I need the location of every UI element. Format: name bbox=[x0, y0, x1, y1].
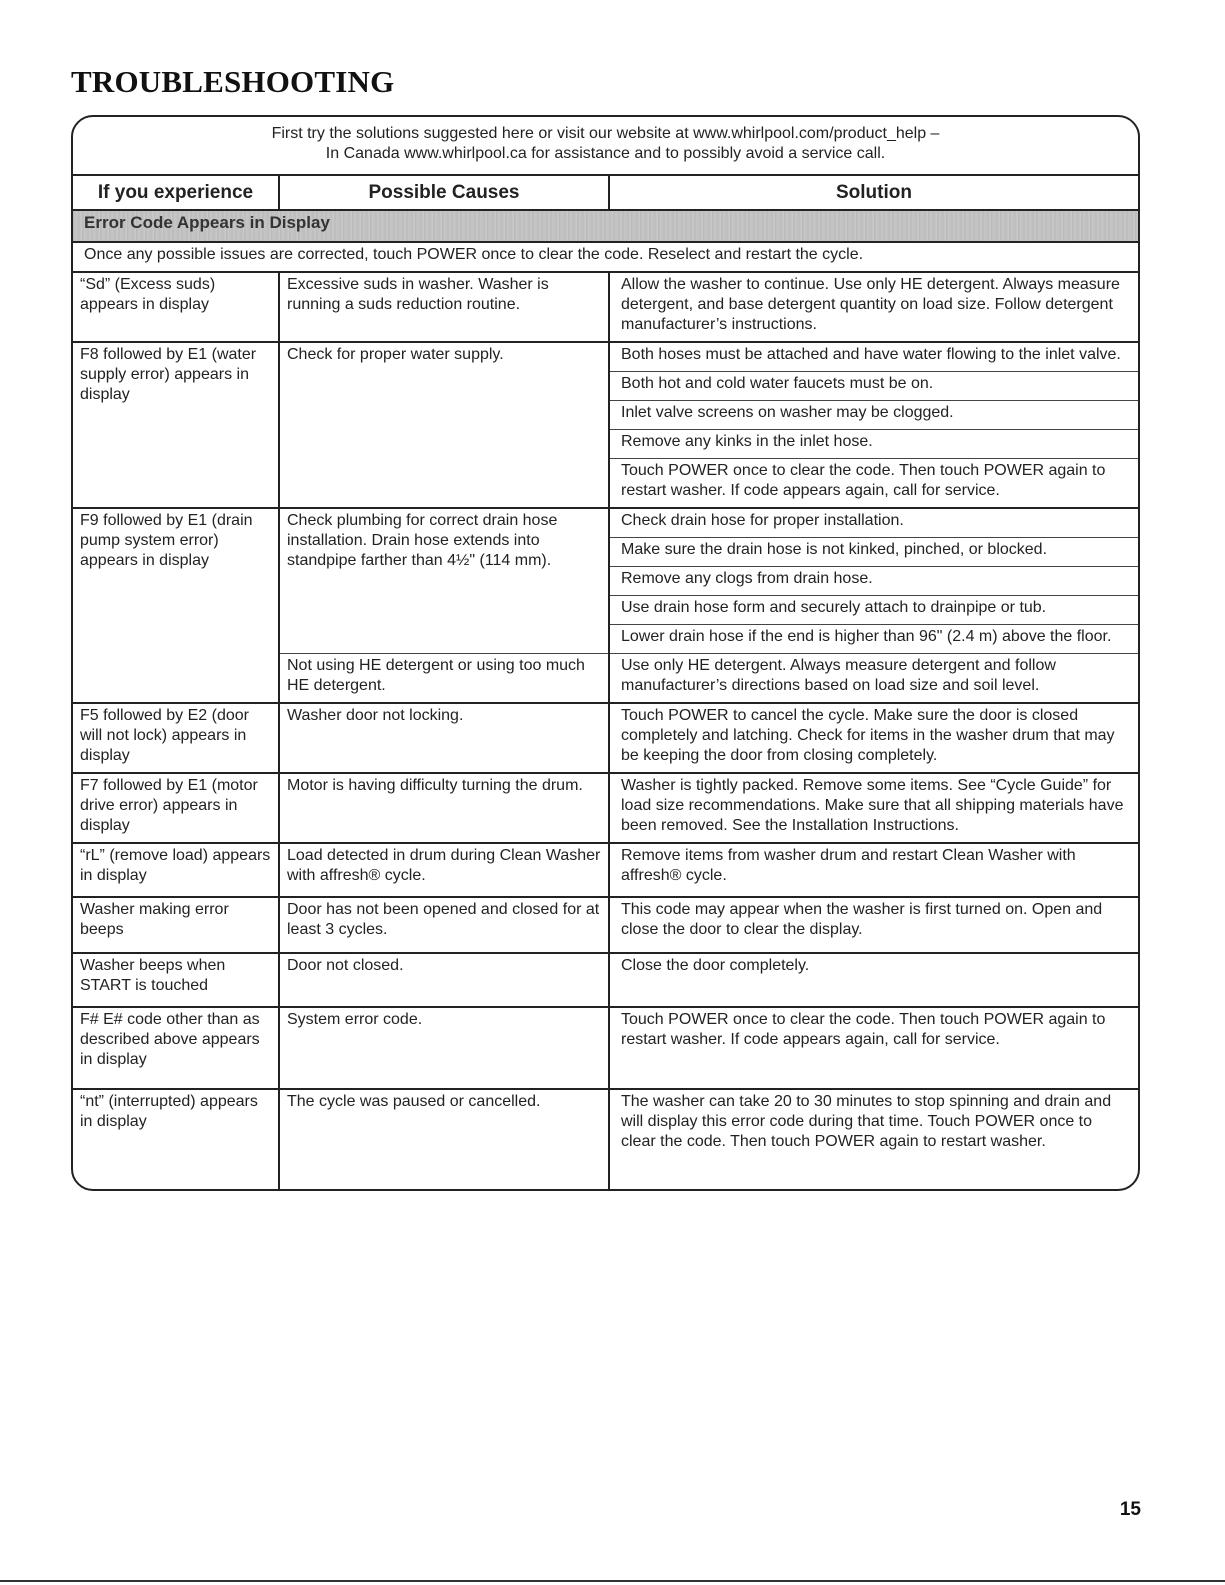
cause-cell: Door has not been opened and closed for at least 3 cycles. bbox=[279, 897, 609, 953]
cause-cell: System error code. bbox=[279, 1007, 609, 1089]
solution-cell: Inlet valve screens on washer may be clogged. bbox=[609, 401, 1138, 430]
section-note: Once any possible issues are corrected, touch POWER once to clear the code. Reselect and restart the cycle. bbox=[73, 242, 1138, 272]
table-row bbox=[73, 1089, 1138, 1189]
cause-cell: Excessive suds in washer. Washer is running a suds reduction routine. bbox=[279, 272, 609, 342]
experience-cell: Washer making error beeps bbox=[73, 897, 279, 953]
cause-cell: Check for proper water supply. bbox=[279, 342, 609, 508]
solution-cell: Remove any kinks in the inlet hose. bbox=[609, 430, 1138, 459]
cause-cell: Not using HE detergent or using too much HE detergent. bbox=[279, 654, 609, 704]
solution-cell: Touch POWER once to clear the code. Then touch POWER again to restart washer. If code appears again, call for service. bbox=[609, 1007, 1138, 1089]
solution-cell: Use only HE detergent. Always measure detergent and follow manufacturer’s directions based on load size and soil level. bbox=[609, 654, 1138, 704]
solution-cell: Lower drain hose if the end is higher than 96" (2.4 m) above the floor. bbox=[609, 625, 1138, 654]
solution-cell: Touch POWER to cancel the cycle. Make sure the door is closed completely and latching. Check for items in the washer drum that may be keeping the door from closing completely. bbox=[609, 703, 1138, 773]
troubleshooting-frame bbox=[71, 115, 1140, 1191]
cause-cell: Washer door not locking. bbox=[279, 703, 609, 773]
solution-cell: Check drain hose for proper installation. bbox=[609, 508, 1138, 538]
header-experience: If you experience bbox=[73, 175, 279, 210]
table-row bbox=[73, 1007, 1138, 1089]
experience-cell: F# E# code other than as described above appears in display bbox=[73, 1007, 279, 1089]
cause-cell: Door not closed. bbox=[279, 953, 609, 1007]
table-header-row bbox=[73, 175, 1138, 210]
solution-cell: Remove items from washer drum and restart Clean Washer with affresh® cycle. bbox=[609, 843, 1138, 897]
solution-cell: Both hoses must be attached and have water flowing to the inlet valve. bbox=[609, 342, 1138, 372]
cause-cell: The cycle was paused or cancelled. bbox=[279, 1089, 609, 1189]
table-row bbox=[73, 843, 1138, 897]
experience-cell: “nt” (interrupted) appears in display bbox=[73, 1089, 279, 1189]
section-title: Error Code Appears in Display bbox=[73, 210, 1138, 242]
table-row bbox=[73, 508, 1138, 538]
page-number: 15 bbox=[1119, 1499, 1141, 1520]
table-row bbox=[73, 703, 1138, 773]
solution-cell: Remove any clogs from drain hose. bbox=[609, 567, 1138, 596]
intro-line-1: First try the solutions suggested here or visit our website at www.whirlpool.com/product_help – bbox=[271, 125, 940, 142]
solution-cell: Use drain hose form and securely attach to drainpipe or tub. bbox=[609, 596, 1138, 625]
section-note-row bbox=[73, 242, 1138, 272]
experience-cell: F8 followed by E1 (water supply error) appears in display bbox=[73, 342, 279, 508]
solution-cell: Both hot and cold water faucets must be on. bbox=[609, 372, 1138, 401]
table-row bbox=[73, 773, 1138, 843]
section-band bbox=[73, 210, 1138, 242]
intro-text bbox=[73, 117, 1138, 174]
experience-cell: F7 followed by E1 (motor drive error) appears in display bbox=[73, 773, 279, 843]
bottom-rule bbox=[0, 1580, 1225, 1582]
experience-cell: “Sd” (Excess suds) appears in display bbox=[73, 272, 279, 342]
table-row bbox=[73, 897, 1138, 953]
experience-cell: Washer beeps when START is touched bbox=[73, 953, 279, 1007]
solution-cell: Washer is tightly packed. Remove some items. See “Cycle Guide” for load size recommendations. Make sure that all shipping materials have been removed. See the Installation Instructions. bbox=[609, 773, 1138, 843]
cause-cell: Check plumbing for correct drain hose installation. Drain hose extends into standpipe farther than 4½" (114 mm). bbox=[279, 508, 609, 654]
solution-cell: Close the door completely. bbox=[609, 953, 1138, 1007]
solution-cell: Allow the washer to continue. Use only HE detergent. Always measure detergent, and base detergent quantity on load size. Follow detergent manufacturer’s instructions. bbox=[609, 272, 1138, 342]
troubleshooting-table bbox=[73, 174, 1138, 1189]
page-title: TROUBLESHOOTING bbox=[71, 64, 395, 99]
intro-line-2: In Canada www.whirlpool.ca for assistance and to possibly avoid a service call. bbox=[325, 145, 886, 162]
experience-cell: F5 followed by E2 (door will not lock) appears in display bbox=[73, 703, 279, 773]
experience-cell: F9 followed by E1 (drain pump system error) appears in display bbox=[73, 508, 279, 703]
solution-cell: Make sure the drain hose is not kinked, pinched, or blocked. bbox=[609, 538, 1138, 567]
header-causes: Possible Causes bbox=[279, 175, 609, 210]
solution-cell: Touch POWER once to clear the code. Then touch POWER again to restart washer. If code appears again, call for service. bbox=[609, 459, 1138, 509]
solution-cell: This code may appear when the washer is first turned on. Open and close the door to clear the display. bbox=[609, 897, 1138, 953]
cause-cell: Load detected in drum during Clean Washer with affresh® cycle. bbox=[279, 843, 609, 897]
table-row bbox=[73, 342, 1138, 372]
header-solution: Solution bbox=[609, 175, 1138, 210]
table-row bbox=[73, 953, 1138, 1007]
solution-cell: The washer can take 20 to 30 minutes to stop spinning and drain and will display this error code during that time. Touch POWER once to clear the code. Then touch POWER again to restart washer. bbox=[609, 1089, 1138, 1189]
experience-cell: “rL” (remove load) appears in display bbox=[73, 843, 279, 897]
table-row bbox=[73, 272, 1138, 342]
cause-cell: Motor is having difficulty turning the drum. bbox=[279, 773, 609, 843]
